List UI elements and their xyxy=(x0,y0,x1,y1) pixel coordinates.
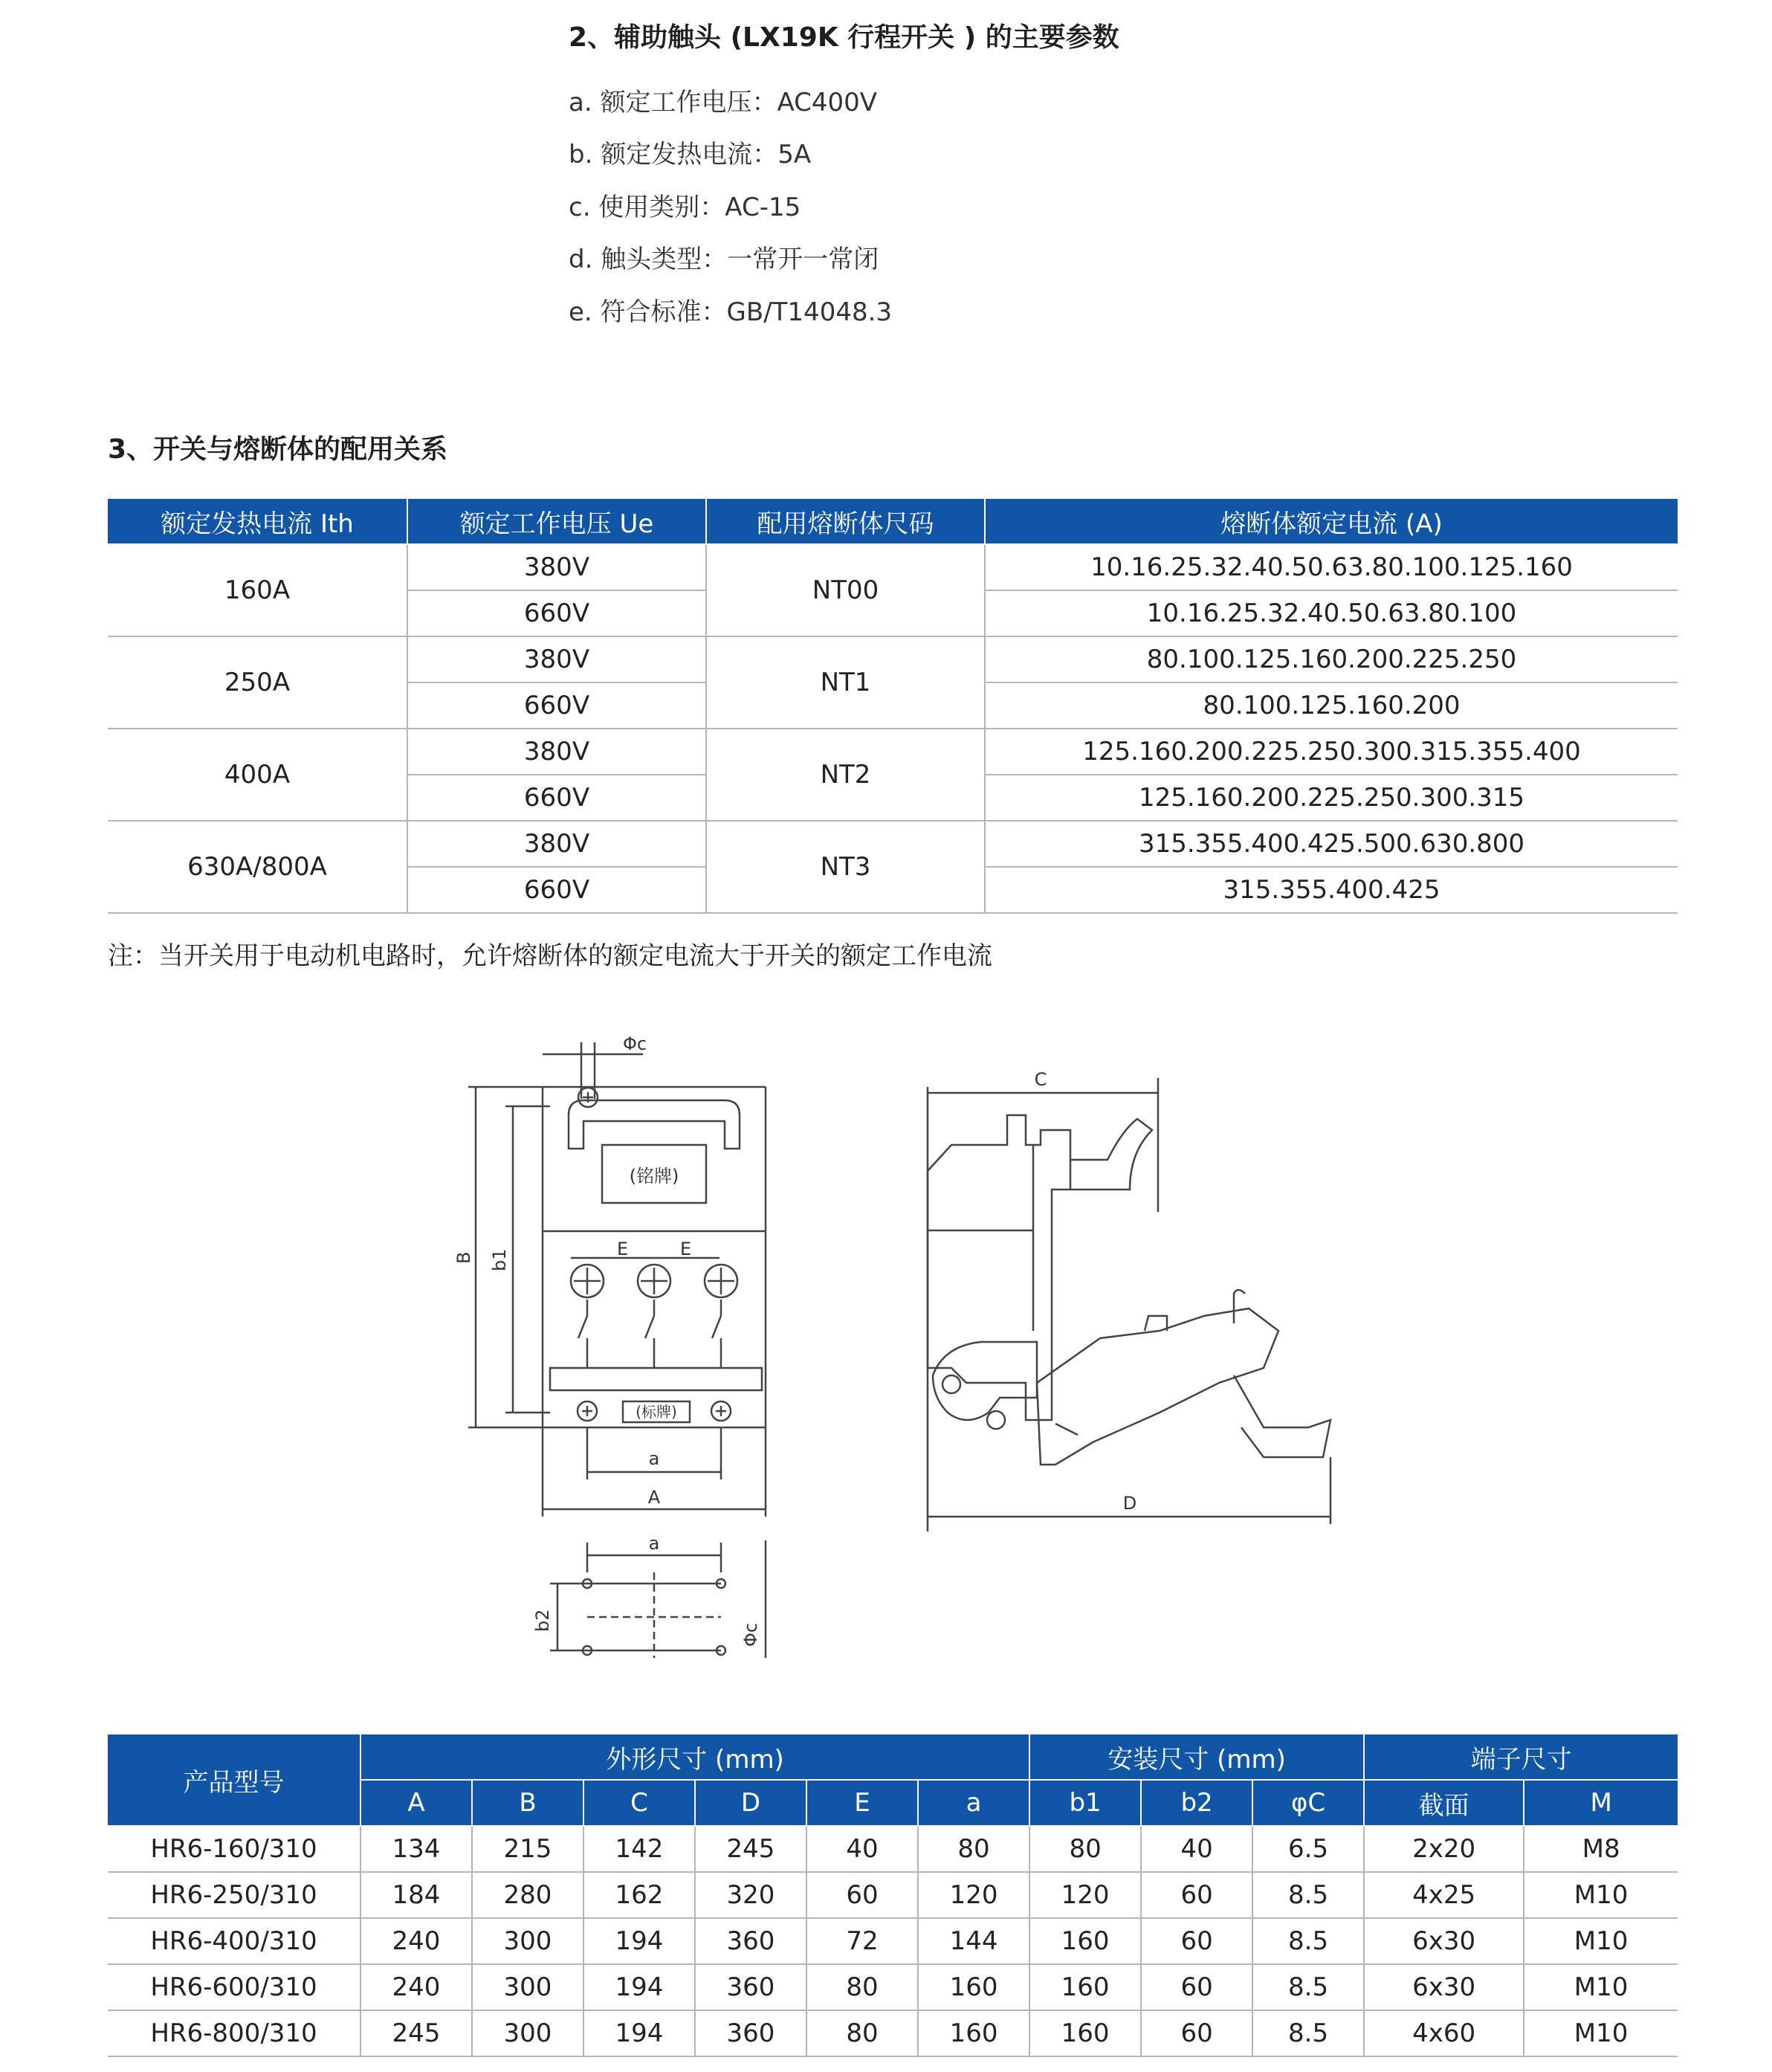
cell-value: 245 xyxy=(360,2010,472,2056)
side-d-label: D xyxy=(1122,1493,1137,1514)
cell-value: 144 xyxy=(918,1918,1029,1964)
cell-value: 142 xyxy=(583,1826,695,1872)
cell-value: 6x30 xyxy=(1364,1918,1524,1964)
cell-ith: 160A xyxy=(108,544,407,636)
param-category: c. 使用类别：AC-15 xyxy=(569,193,801,222)
cell-ue: 660V xyxy=(407,682,706,729)
cell-value: 320 xyxy=(695,1872,806,1918)
mount-a-label: a xyxy=(648,1533,660,1554)
cell-ith: 250A xyxy=(108,636,407,729)
table-row xyxy=(108,1918,1678,1964)
cell-fuse-size: NT3 xyxy=(706,821,985,913)
front-view xyxy=(453,1033,766,1517)
cell-fuse-current: 125.160.200.225.250.300.315.355.400 xyxy=(985,729,1678,775)
cell-fuse-size: NT2 xyxy=(706,729,985,821)
cell-model: HR6-160/310 xyxy=(108,1826,360,1872)
mount-phi-c-label: Φc xyxy=(740,1622,761,1647)
cell-ue: 380V xyxy=(407,729,706,775)
cell-fuse-current: 10.16.25.32.40.50.63.80.100.125.160 xyxy=(985,544,1678,590)
cell-value: 80 xyxy=(1029,1826,1141,1872)
section2-title: 2、辅助触头 (LX19K 行程开关 ) 的主要参数 xyxy=(569,22,1119,53)
cell-value: 80 xyxy=(806,1964,918,2010)
front-e-label-1: E xyxy=(617,1239,629,1259)
cell-value: 194 xyxy=(583,1964,695,2010)
cell-value: 245 xyxy=(695,1826,806,1872)
cell-value: 120 xyxy=(918,1872,1029,1918)
cell-value: 40 xyxy=(806,1826,918,1872)
cell-value: 80 xyxy=(918,1826,1029,1872)
header-outline-dims: 外形尺寸 (mm) xyxy=(360,1734,1029,1780)
subheader-E: E xyxy=(806,1780,918,1826)
cell-ue: 380V xyxy=(407,636,706,682)
param-standard: e. 符合标准：GB/T14048.3 xyxy=(569,297,893,327)
cell-value: 240 xyxy=(360,1964,472,2010)
subheader-B: B xyxy=(472,1780,583,1826)
subheader-b2: b2 xyxy=(1141,1780,1252,1826)
cell-fuse-current: 80.100.125.160.200 xyxy=(985,682,1678,729)
cell-fuse-current: 315.355.400.425.500.630.800 xyxy=(985,821,1678,867)
subheader-A: A xyxy=(360,1780,472,1826)
cell-value: 194 xyxy=(583,1918,695,1964)
cell-fuse-size: NT1 xyxy=(706,636,985,729)
param-current: b. 额定发热电流：5A xyxy=(569,140,812,170)
cell-model: HR6-800/310 xyxy=(108,2010,360,2056)
cell-ue: 660V xyxy=(407,775,706,821)
cell-value: 300 xyxy=(472,2010,583,2056)
front-a-label: a xyxy=(648,1448,660,1469)
param-contact-type: d. 触头类型：一常开一常闭 xyxy=(569,245,879,274)
cell-value: 280 xyxy=(472,1872,583,1918)
cell-value: 8.5 xyxy=(1252,1918,1364,1964)
front-e-label-2: E xyxy=(680,1239,692,1259)
cell-value: 184 xyxy=(360,1872,472,1918)
header-install-dims: 安装尺寸 (mm) xyxy=(1029,1734,1364,1780)
cell-value: 60 xyxy=(1141,2010,1252,2056)
cell-fuse-current: 80.100.125.160.200.225.250 xyxy=(985,636,1678,682)
table-row xyxy=(108,1872,1678,1918)
mount-b2-label: b2 xyxy=(532,1609,553,1632)
cell-value: 72 xyxy=(806,1918,918,1964)
header-ue: 额定工作电压 Ue xyxy=(407,499,706,544)
cell-value: 300 xyxy=(472,1918,583,1964)
subheader-b1: b1 xyxy=(1029,1780,1141,1826)
header-ith: 额定发热电流 Ith xyxy=(108,499,407,544)
cell-ue: 380V xyxy=(407,821,706,867)
cell-value: 360 xyxy=(695,2010,806,2056)
cell-ue: 380V xyxy=(407,544,706,590)
cell-ith: 630A/800A xyxy=(108,821,407,913)
table-row xyxy=(108,1964,1678,2010)
param-voltage: a. 额定工作电压：AC400V xyxy=(569,88,878,117)
cell-ith: 400A xyxy=(108,729,407,821)
section3-title: 3、开关与熔断体的配用关系 xyxy=(108,434,448,465)
side-view xyxy=(928,1069,1330,1532)
cell-value: 162 xyxy=(583,1872,695,1918)
cell-ue: 660V xyxy=(407,590,706,636)
cell-value: 160 xyxy=(1029,1918,1141,1964)
cell-value: 60 xyxy=(1141,1872,1252,1918)
terminal-group xyxy=(571,1265,737,1368)
mounting-view xyxy=(532,1533,766,1658)
cell-value: 160 xyxy=(1029,2010,1141,2056)
cell-value: 194 xyxy=(583,2010,695,2056)
cell-fuse-size: NT00 xyxy=(706,544,985,636)
note-text: 注：当开关用于电动机电路时，允许熔断体的额定电流大于开关的额定工作电流 xyxy=(108,941,992,971)
cell-fuse-current: 125.160.200.225.250.300.315 xyxy=(985,775,1678,821)
cell-fuse-current: 315.355.400.425 xyxy=(985,867,1678,913)
header-fuse-size: 配用熔断体尺码 xyxy=(706,499,985,544)
cell-value: 6x30 xyxy=(1364,1964,1524,2010)
cell-value: M10 xyxy=(1524,1918,1678,1964)
side-c-label: C xyxy=(1034,1069,1047,1090)
cell-value: 8.5 xyxy=(1252,1964,1364,2010)
table-row xyxy=(108,2010,1678,2056)
cell-value: 6.5 xyxy=(1252,1826,1364,1872)
front-b-label: B xyxy=(453,1251,474,1264)
cell-value: 40 xyxy=(1141,1826,1252,1872)
front-b1-label: b1 xyxy=(489,1248,510,1271)
subheader-D: D xyxy=(695,1780,806,1826)
cell-value: 80 xyxy=(806,2010,918,2056)
cell-fuse-current: 10.16.25.32.40.50.63.80.100 xyxy=(985,590,1678,636)
cell-value: 60 xyxy=(806,1872,918,1918)
subheader-m: M xyxy=(1524,1780,1678,1826)
cell-ue: 660V xyxy=(407,867,706,913)
header-fuse-current: 熔断体额定电流 (A) xyxy=(985,499,1678,544)
cell-value: 8.5 xyxy=(1252,1872,1364,1918)
subheader-C: C xyxy=(583,1780,695,1826)
cell-value: 2x20 xyxy=(1364,1826,1524,1872)
front-a-upper-label: A xyxy=(647,1487,661,1508)
subheader-section: 截面 xyxy=(1364,1780,1524,1826)
cell-value: 4x25 xyxy=(1364,1872,1524,1918)
dimensions-table xyxy=(108,1734,1678,2057)
cell-value: 60 xyxy=(1141,1964,1252,2010)
table-row xyxy=(108,1826,1678,1872)
cell-value: 160 xyxy=(1029,1964,1141,2010)
cell-model: HR6-250/310 xyxy=(108,1872,360,1918)
cell-value: M10 xyxy=(1524,1964,1678,2010)
cell-value: 160 xyxy=(918,2010,1029,2056)
subheader-a: a xyxy=(918,1780,1029,1826)
header-terminal: 端子尺寸 xyxy=(1364,1734,1678,1780)
cell-value: M10 xyxy=(1524,2010,1678,2056)
cell-value: 160 xyxy=(918,1964,1029,2010)
nameplate-label: (铭牌) xyxy=(629,1166,679,1187)
header-model: 产品型号 xyxy=(108,1734,360,1826)
cell-value: 134 xyxy=(360,1826,472,1872)
cell-value: 8.5 xyxy=(1252,2010,1364,2056)
cell-value: 360 xyxy=(695,1964,806,2010)
cell-value: 240 xyxy=(360,1918,472,1964)
cell-model: HR6-600/310 xyxy=(108,1964,360,2010)
cell-value: 60 xyxy=(1141,1918,1252,1964)
cell-value: M8 xyxy=(1524,1826,1678,1872)
front-phi-c-label: Φc xyxy=(623,1033,647,1054)
cell-value: 360 xyxy=(695,1918,806,1964)
subheader-phi-c: φC xyxy=(1252,1780,1364,1826)
cell-value: 120 xyxy=(1029,1872,1141,1918)
cell-value: 4x60 xyxy=(1364,2010,1524,2056)
cell-model: HR6-400/310 xyxy=(108,1918,360,1964)
label-plate-text: (标牌) xyxy=(636,1403,677,1421)
cell-value: 300 xyxy=(472,1964,583,2010)
cell-value: M10 xyxy=(1524,1872,1678,1918)
cell-value: 215 xyxy=(472,1826,583,1872)
